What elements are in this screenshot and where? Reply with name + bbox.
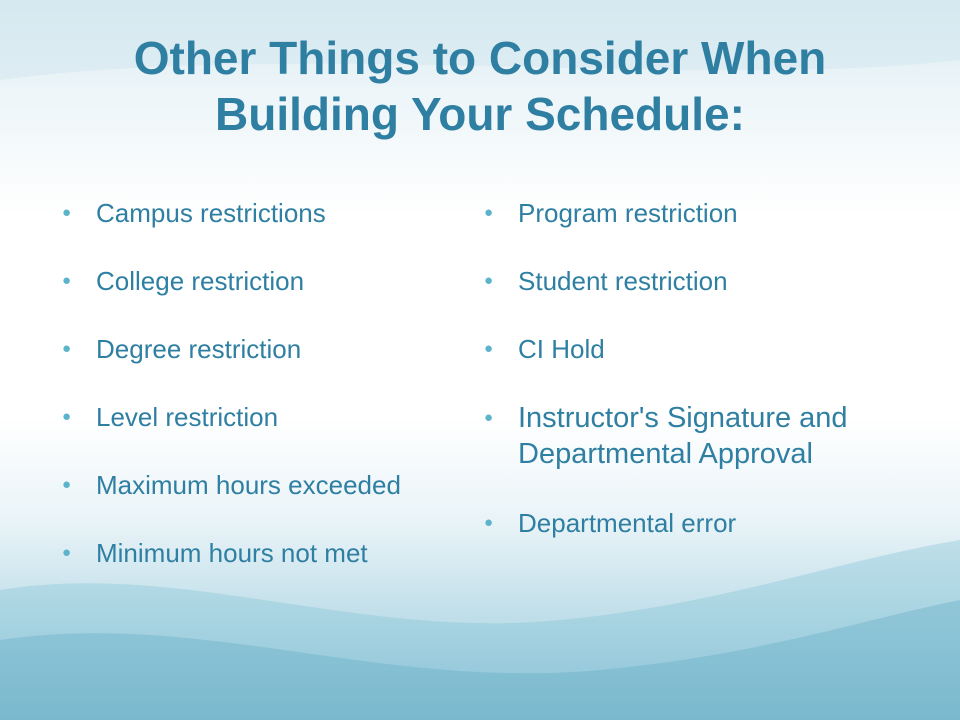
- list-item-text: Minimum hours not met: [96, 538, 368, 568]
- list-item: [62, 400, 462, 434]
- bullet-icon: ●: [484, 204, 494, 221]
- list-item: [484, 332, 904, 366]
- list-item-text: Level restriction: [96, 402, 279, 432]
- bullet-icon: ●: [484, 272, 494, 289]
- bullet-icon: ●: [62, 544, 72, 561]
- list-item: [62, 536, 462, 570]
- list-item: [62, 468, 462, 502]
- bullet-icon: ●: [62, 408, 72, 425]
- bullet-icon: ●: [484, 409, 494, 426]
- list-item: [484, 264, 904, 298]
- bullet-icon: ●: [62, 272, 72, 289]
- list-item: [484, 196, 904, 230]
- list-item-text: Campus restrictions: [96, 198, 326, 228]
- list-item-text: Degree restriction: [96, 334, 302, 364]
- list-item: [484, 506, 904, 540]
- list-item-text: Student restriction: [518, 266, 728, 296]
- list-item-text: Program restriction: [518, 198, 738, 228]
- slide-title: [40, 30, 920, 142]
- list-item-text: College restriction: [96, 266, 305, 296]
- bullet-icon: ●: [62, 204, 72, 221]
- list-item: [62, 332, 462, 366]
- list-item-text: CI Hold: [518, 334, 605, 364]
- slide-title-line-1: Other Things to Consider When: [133, 32, 827, 84]
- list-item: [484, 400, 904, 472]
- list-item-text: Departmental error: [518, 508, 737, 538]
- list-item-text: Instructor's Signature and Departmental Approval: [518, 402, 848, 470]
- list-item-text: Maximum hours exceeded: [96, 470, 401, 500]
- list-item: [62, 264, 462, 298]
- left-bullet-list: [62, 196, 462, 604]
- bullet-icon: ●: [62, 476, 72, 493]
- bullet-icon: ●: [62, 340, 72, 357]
- right-bullet-list: [484, 196, 904, 574]
- bullet-icon: ●: [484, 340, 494, 357]
- bullet-icon: ●: [484, 514, 494, 531]
- slide-title-line-2: Building Your Schedule:: [215, 88, 745, 140]
- list-item: [62, 196, 462, 230]
